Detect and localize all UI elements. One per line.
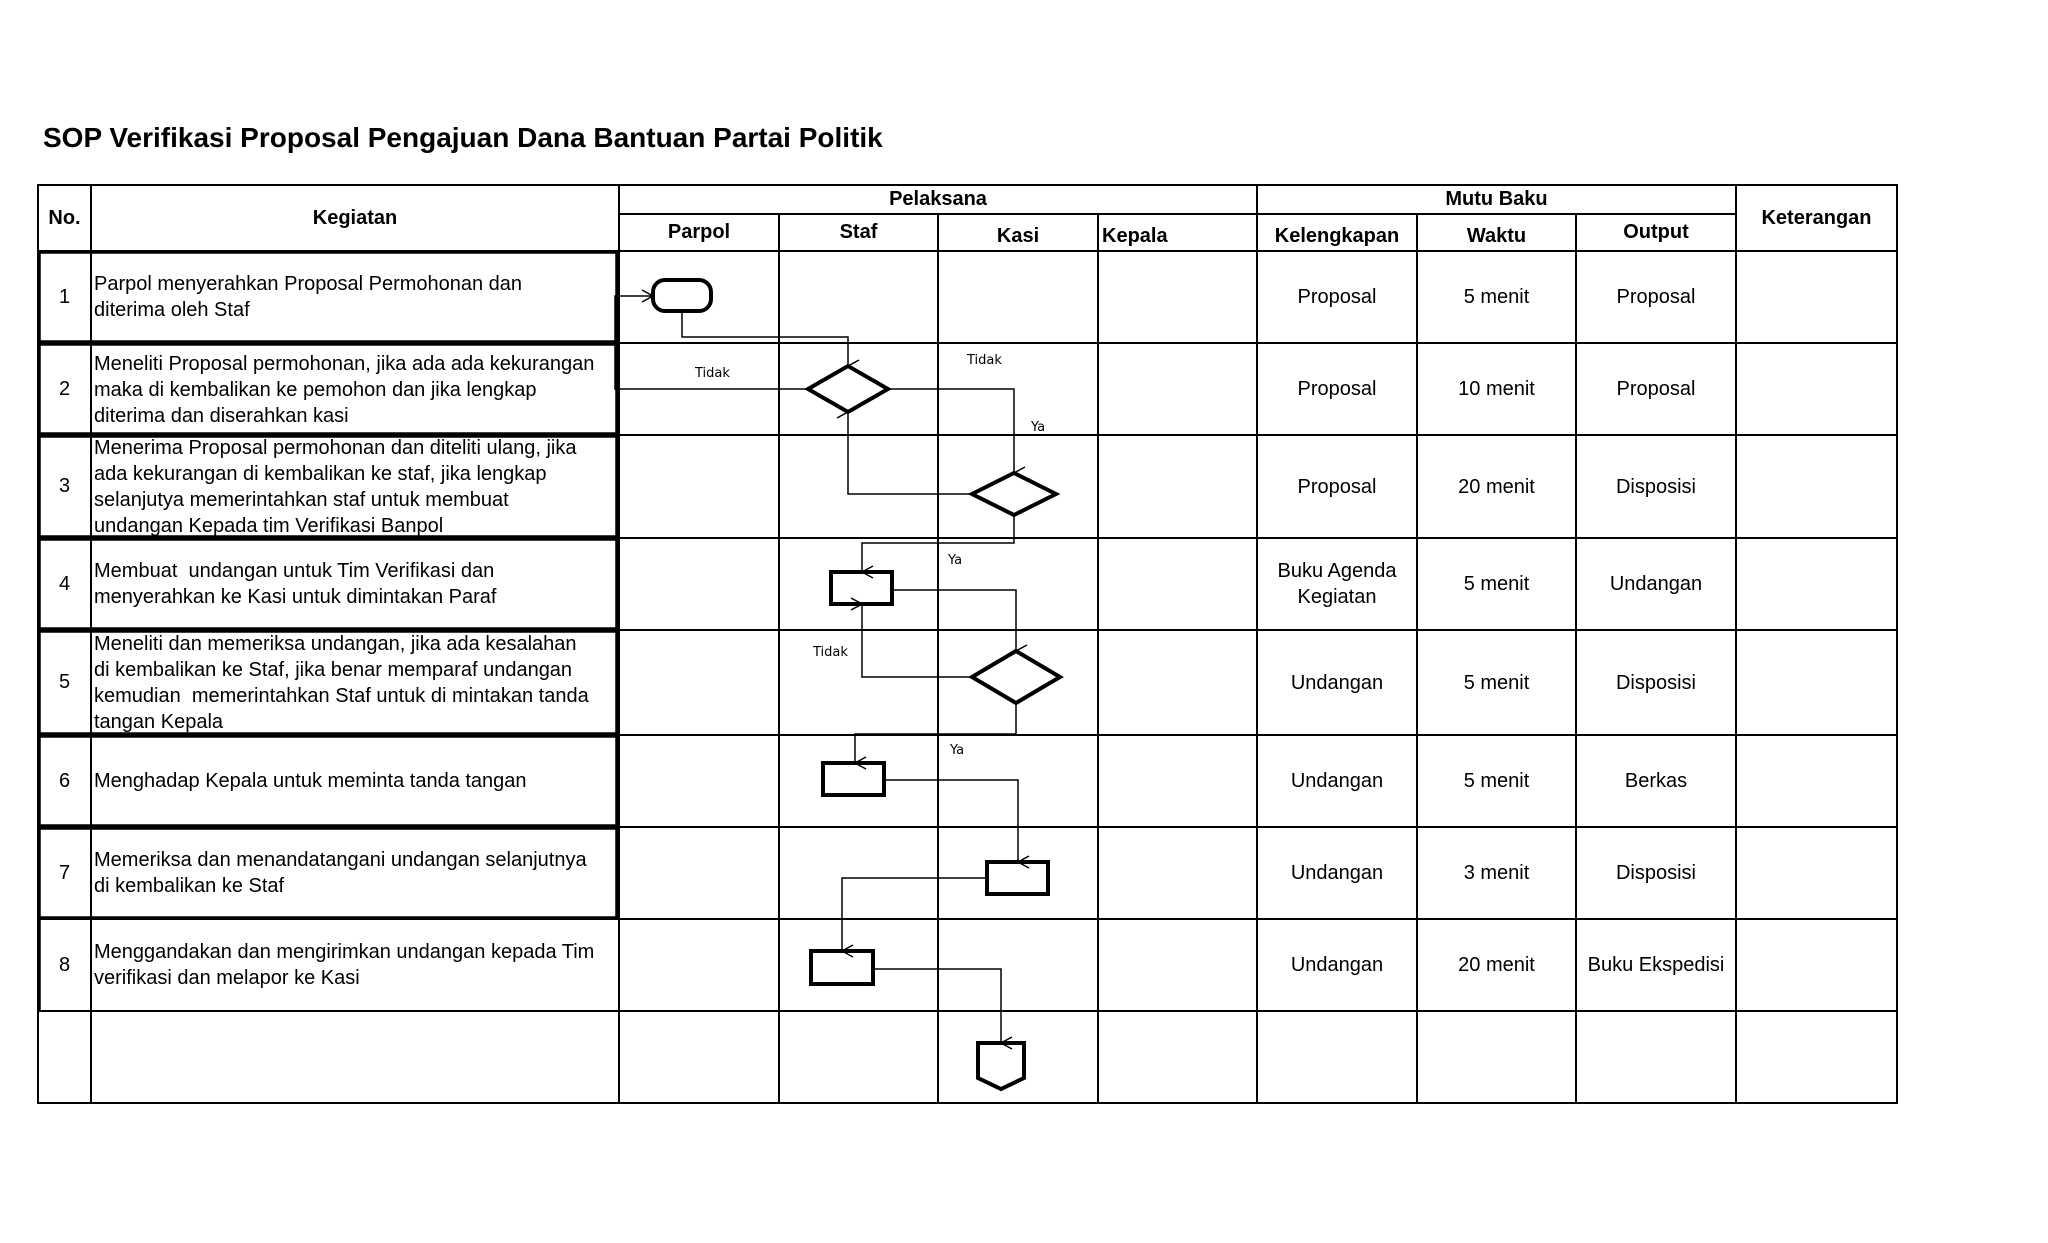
label-tidak-2: Tidak	[967, 353, 1002, 368]
row-2-no: 2	[58, 377, 71, 400]
header-waktu: Waktu	[1466, 225, 1527, 247]
row-8-kegiatan: Menggandakan dan mengirimkan undangan kepada Tim verifikasi dan melapor ke Kasi	[94, 941, 595, 989]
row-6-waktu: 5 menit	[1463, 770, 1530, 792]
header-kegiatan: Kegiatan	[312, 206, 398, 229]
row-7-keterangan	[1736, 827, 1897, 919]
row-6-keterangan	[1736, 735, 1897, 827]
row-3-waktu: 20 menit	[1458, 475, 1535, 498]
staf-process-box-1	[831, 572, 892, 604]
row-8-keterangan	[1736, 919, 1897, 1011]
row-5-keterangan	[1736, 630, 1897, 735]
staf-process-box-3	[811, 951, 873, 984]
page-title: SOP Verifikasi Proposal Pengajuan Dana Bantuan Partai Politik	[43, 122, 883, 153]
row-3-kegiatan: Menerima Proposal permohonan dan diteliti ulang, jika ada kekurangan di kembalikan ke staf, jika lengkap selanjutya memerintahkan staf untuk membuat undangan Kepada tim Verifikasi Banpol	[94, 437, 577, 537]
row-5-waktu: 5 menit	[1463, 671, 1530, 694]
row-2-output: Proposal	[1616, 378, 1696, 400]
header-pelaksana: Pelaksana	[889, 188, 987, 210]
header-no: No.	[48, 206, 81, 229]
row-3-output: Disposisi	[1615, 475, 1697, 498]
kasi-process-box	[987, 862, 1048, 894]
row-3-no: 3	[58, 475, 71, 497]
row-4-kelengkapan: Buku Agenda Kegiatan	[1277, 560, 1397, 608]
kasi-decision-diamond-2	[972, 651, 1060, 703]
header-staf: Staf	[839, 221, 878, 243]
header-kepala: Kepala	[1102, 225, 1168, 247]
staf-decision-diamond	[808, 366, 888, 412]
row-8-no: 8	[58, 953, 71, 976]
row-1-kegiatan: Parpol menyerahkan Proposal Permohonan dan diterima oleh Staf	[94, 273, 523, 321]
header-kasi: Kasi	[996, 225, 1040, 247]
row-7-kelengkapan: Undangan	[1290, 862, 1384, 884]
row-4-waktu: 5 menit	[1463, 573, 1530, 595]
row-1-waktu: 5 menit	[1463, 286, 1530, 308]
row-4-output: Undangan	[1609, 573, 1703, 595]
row-3-keterangan	[1736, 435, 1897, 538]
label-ya-1: Ya	[1031, 420, 1046, 435]
row-4-no: 4	[58, 572, 71, 595]
header-mutu-baku: Mutu Baku	[1445, 188, 1548, 210]
staf-process-box-2	[823, 763, 884, 795]
row-5-no: 5	[58, 671, 71, 693]
row-6-kelengkapan: Undangan	[1290, 770, 1384, 792]
row-4-kegiatan: Membuat undangan untuk Tim Verifikasi dan menyerahkan ke Kasi untuk dimintakan Paraf	[94, 560, 497, 608]
header-keterangan: Keterangan	[1761, 206, 1872, 229]
row-1-output: Proposal	[1616, 286, 1696, 308]
label-ya-3: Ya	[950, 743, 965, 758]
header-kelengkapan: Kelengkapan	[1274, 225, 1400, 247]
row-2-keterangan	[1736, 343, 1897, 435]
row-7-no: 7	[58, 861, 71, 884]
kasi-decision-diamond-1	[972, 473, 1056, 515]
row-3-kelengkapan: Proposal	[1297, 475, 1377, 498]
row-6-output: Berkas	[1624, 770, 1688, 792]
label-ya-2: Ya	[948, 553, 963, 568]
row-2-kelengkapan: Proposal	[1297, 378, 1377, 400]
row-1-keterangan	[1736, 251, 1897, 343]
row-5-kegiatan: Meneliti dan memeriksa undangan, jika ada kesalahan di kembalikan ke Staf, jika benar memparaf undangan kemudian memerintahkan Staf untuk di mintakan tanda tangan Kepala	[94, 633, 589, 733]
row-5-output: Disposisi	[1615, 671, 1697, 694]
end-connector	[978, 1043, 1024, 1089]
row-1-kelengkapan: Proposal	[1297, 286, 1377, 308]
row-1-no: 1	[58, 285, 71, 308]
row-4-keterangan	[1736, 538, 1897, 630]
row-5-kelengkapan: Undangan	[1290, 671, 1384, 694]
header-output: Output	[1623, 221, 1689, 243]
row-6-no: 6	[58, 769, 71, 792]
label-tidak-3: Tidak	[813, 645, 848, 660]
row-6-kegiatan: Menghadap Kepala untuk meminta tanda tangan	[94, 770, 527, 792]
header-parpol: Parpol	[667, 221, 731, 243]
row-2-kegiatan: Meneliti Proposal permohonan, jika ada ada kekurangan maka di kembalikan ke pemohon dan jika lengkap diterima dan diserahkan kasi	[94, 353, 595, 427]
start-terminator	[653, 280, 711, 311]
row-8-waktu: 20 menit	[1458, 954, 1535, 976]
row-7-kegiatan: Memeriksa dan menandatangani undangan selanjutnya di kembalikan ke Staf	[94, 849, 587, 897]
row-2-waktu: 10 menit	[1458, 378, 1535, 400]
row-7-waktu: 3 menit	[1463, 862, 1530, 884]
label-tidak-1: Tidak	[695, 366, 730, 381]
row-8-output: Buku Ekspedisi	[1587, 954, 1725, 976]
row-7-output: Disposisi	[1615, 862, 1697, 884]
row-8-kelengkapan: Undangan	[1290, 954, 1384, 976]
